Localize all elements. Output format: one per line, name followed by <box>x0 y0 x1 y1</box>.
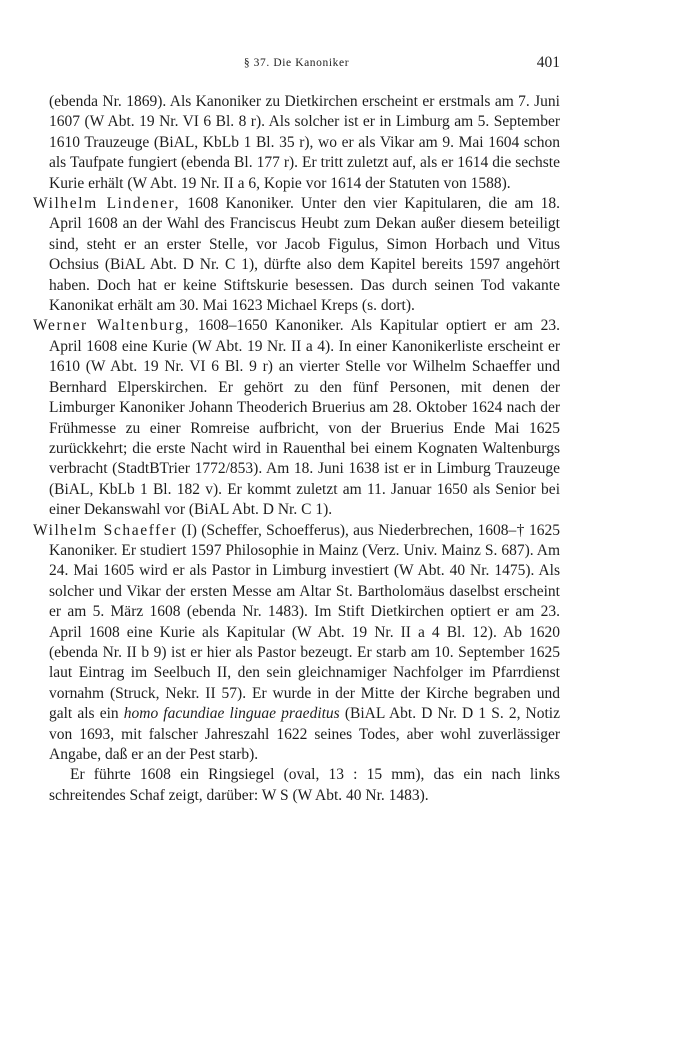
entry-continuation <box>33 92 560 194</box>
entry-seal-paragraph <box>33 765 560 806</box>
entry-person-name: Wilhelm Schaeffer <box>33 521 178 539</box>
entry-waltenburg <box>33 316 560 520</box>
entry-text: 1608–1650 Kanoniker. Als Kapitular optiert er am 23. April 1608 eine Kurie (W Abt. 19 Nr. II a 4). In einer Kanonikerliste erscheint er 1610 (W Abt. 19 Nr. VI 6 Bl. 9 r) an vierter Stelle vor Wilhelm Schaeffer und Bernhard Elperskirchen. Er gehört zu den fünf Personen, mit denen der Limburger Kanoniker Johann Theoderich Bruerius am 28. Oktober 1624 nach der Frühmesse zu einer Romreise aufbricht, von der Bruerius Ende Mai 1625 zurückkehrt; die erste Nacht wird in Rauenthal bei einem Kognaten Waltenburgs verbracht (StadtBTrier 1772/853). Am 18. Juni 1638 ist er in Limburg Trauzeuge (BiAL, KbLb 1 Bl. 182 v). Er kommt zuletzt am 11. Januar 1650 als Senior bei einer Dekanswahl vor (BiAL Abt. D Nr. C 1). <box>49 317 560 519</box>
entry-text-after: (BiAL Abt. D Nr. D 1 S. 2, Notiz von 1693, mit falscher Jahreszahl 1622 seines Todes, aber wohl zuverlässiger Angabe, daß er an der Pest starb). <box>49 705 560 763</box>
entry-text: (I) (Scheffer, Schoefferus), aus Niederbrechen, 1608–† 1625 Kanoniker. Er studiert 1597 Philosophie in Mainz (Verz. Univ. Mainz S. 687). Am 24. Mai 1605 wird er als Pastor in Limburg investiert (W Abt. 40 Nr. 1475). Als solcher und Vikar der ersten Messe am Altar St. Bartholomäus daselbst erscheint er am 5. März 1608 (ebenda Nr. 1483). Im Stift Dietkirchen optiert er am 23. April 1608 eine Kurie als Kapitular (W Abt. 19 Nr. II a 4 Bl. 12). Ab 1620 (ebenda Nr. II b 9) ist er hier als Pastor bezeugt. Er starb am 10. September 1625 laut Eintrag im Seelbuch II, den sein gleichnamiger Nachfolger im Pfarrdienst vornahm (Struck, Nekr. II 57). Er wurde in der Mitte der Kirche begraben und galt als ein <box>49 521 560 723</box>
latin-phrase: homo facundiae linguae praeditus <box>123 705 340 723</box>
entry-text: 1608 Kanoniker. Unter den vier Kapitularen, die am 18. April 1608 an der Wahl des Franciscus Heubt zum Dekan außer diesem beteiligt sind, steht er an erster Stelle, vor Jacob Figulus, Simon Horbach und Vitus Ochsius (BiAL Abt. D Nr. C 1), dürfte also dem Kapitel bereits 1597 angehört haben. Doch hat er keine Stiftskurie besessen. Das durch seinen Tod vakante Kanonikat erhält am 30. Mai 1623 Michael Kreps (s. dort). <box>49 195 561 315</box>
entry-person-name: Wilhelm Lindener, <box>33 195 181 213</box>
entry-text: (ebenda Nr. 1869). Als Kanoniker zu Dietkirchen erscheint er erstmals am 7. Juni 1607 (W Abt. 19 Nr. VI 6 Bl. 8 r). Als solcher ist er in Limburg am 5. September 1610 Trauzeuge (BiAL, KbLb 1 Bl. 35 r), wo er als Vikar am 9. Mai 1604 schon als Taufpate fungiert (ebenda Bl. 177 r). Er tritt zuletzt auf, als er 1614 die sechste Kurie erhält (W Abt. 19 Nr. II a 6, Kopie vor 1614 der Statuten von 1588). <box>49 93 560 192</box>
entry-schaeffer <box>33 521 560 766</box>
page-number: 401 <box>536 54 560 71</box>
entry-person-name: Werner Waltenburg, <box>33 317 190 335</box>
page-body <box>33 92 560 806</box>
entry-text: Er führte 1608 ein Ringsiegel (oval, 13 : 15 mm), das ein nach links schreitendes Schaf zeigt, darüber: W S (W Abt. 40 Nr. 1483). <box>49 766 560 804</box>
entry-lindener <box>33 194 560 316</box>
page-header <box>33 54 560 76</box>
running-head: § 37. Die Kanoniker <box>243 57 350 69</box>
